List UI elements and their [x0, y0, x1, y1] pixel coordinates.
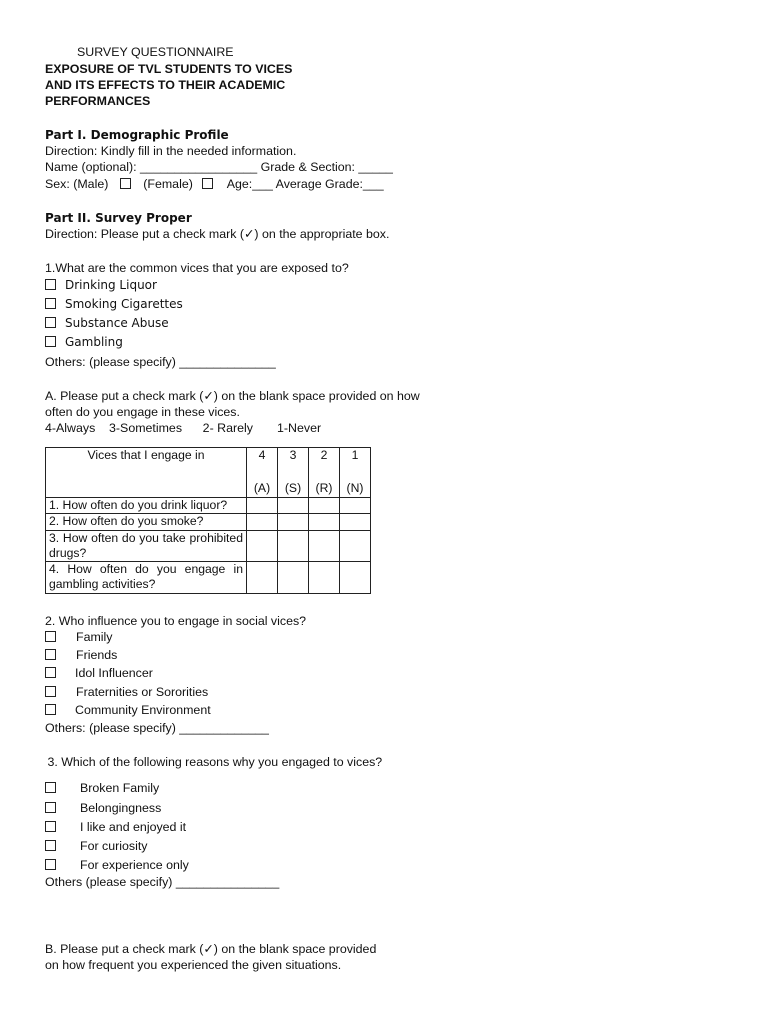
q3-option-label: For experience only	[80, 858, 189, 872]
name-grade-line[interactable]: Name (optional): _________________ Grade & Section: _____	[45, 160, 393, 174]
q3-checkbox[interactable]	[45, 782, 56, 793]
male-checkbox[interactable]	[120, 178, 131, 189]
sex-row	[45, 177, 384, 192]
survey-kicker: SURVEY QUESTIONNAIRE	[77, 45, 234, 59]
answer-cell[interactable]	[278, 498, 309, 514]
section-a-line-1: A. Please put a check mark (✓) on the blank space provided on how	[45, 389, 420, 403]
q3-option-label: Broken Family	[80, 781, 160, 795]
q3-option-label: I like and enjoyed it	[80, 820, 187, 834]
female-checkbox[interactable]	[202, 178, 213, 189]
answer-cell[interactable]	[340, 498, 371, 514]
table-row-question: 3. How often do you take prohibited drugs?	[46, 530, 247, 562]
section-b-line-2: on how frequent you experienced the given situations.	[45, 958, 342, 972]
q1-checkbox[interactable]	[45, 279, 56, 290]
answer-cell[interactable]	[309, 498, 340, 514]
q3-option-label: Belongingness	[80, 801, 162, 815]
survey-title-line-2: AND ITS EFFECTS TO THEIR ACADEMIC	[45, 78, 286, 92]
table-header-label: Vices that I engage in	[46, 448, 247, 498]
answer-cell[interactable]	[278, 562, 309, 594]
q2-checkbox[interactable]	[45, 631, 56, 642]
answer-cell[interactable]	[278, 514, 309, 530]
q2-option-label: Family	[76, 630, 113, 644]
sex-female-label: (Female)	[143, 177, 193, 191]
table-header-cell: 2 (R)	[309, 448, 340, 498]
answer-cell[interactable]	[340, 530, 371, 562]
q1-option-label: Smoking Cigarettes	[65, 297, 183, 311]
table-header-cell: 3 (S)	[278, 448, 309, 498]
q2-checkbox[interactable]	[45, 704, 56, 715]
q3-checkbox[interactable]	[45, 802, 56, 813]
part1-direction: Direction: Kindly fill in the needed information.	[45, 144, 297, 158]
q2-checkbox[interactable]	[45, 686, 56, 697]
answer-cell[interactable]	[247, 530, 278, 562]
part2-direction: Direction: Please put a check mark (✓) on the appropriate box.	[45, 227, 390, 241]
answer-cell[interactable]	[309, 514, 340, 530]
vices-frequency-table	[45, 447, 371, 594]
answer-cell[interactable]	[340, 514, 371, 530]
q3-checkbox[interactable]	[45, 840, 56, 851]
q2-question: 2. Who influence you to engage in social vices?	[45, 614, 307, 628]
sex-male-label: Sex: (Male)	[45, 177, 109, 191]
q3-question: 3. Which of the following reasons why you engaged to vices?	[44, 755, 383, 769]
q1-question: 1.What are the common vices that you are exposed to?	[45, 261, 349, 275]
table-row	[46, 514, 371, 530]
survey-title-line-1: EXPOSURE OF TVL STUDENTS TO VICES	[45, 62, 293, 76]
table-row-question: 2. How often do you smoke?	[46, 514, 247, 530]
q1-option-label: Drinking Liquor	[65, 278, 157, 292]
q2-checkbox[interactable]	[45, 649, 56, 660]
q1-checkbox[interactable]	[45, 298, 56, 309]
table-row-question: 1. How often do you drink liquor?	[46, 498, 247, 514]
table-row	[46, 530, 371, 562]
table-row	[46, 498, 371, 514]
survey-title-line-3: PERFORMANCES	[45, 94, 151, 108]
answer-cell[interactable]	[340, 562, 371, 594]
part2-heading: Part II. Survey Proper	[45, 211, 192, 225]
q3-checkbox[interactable]	[45, 859, 56, 870]
q3-checkbox[interactable]	[45, 821, 56, 832]
section-b-line-1: B. Please put a check mark (✓) on the blank space provided	[45, 942, 377, 956]
q1-others[interactable]: Others: (please specify) ______________	[45, 355, 276, 369]
q1-option-label: Gambling	[65, 335, 123, 349]
table-header-cell: 4 (A)	[247, 448, 278, 498]
table-row-question: 4. How often do you engage in gambling activities?	[46, 562, 247, 594]
q2-others[interactable]: Others: (please specify) _____________	[45, 721, 269, 735]
q1-option-label: Substance Abuse	[65, 316, 169, 330]
section-a-line-2: often do you engage in these vices.	[45, 405, 240, 419]
age-grade-fields[interactable]: Age:___ Average Grade:___	[226, 177, 384, 191]
q2-option-label: Idol Influencer	[75, 666, 153, 680]
answer-cell[interactable]	[309, 562, 340, 594]
q2-option-label: Community Environment	[75, 703, 211, 717]
q1-checkbox[interactable]	[45, 317, 56, 328]
table-row	[46, 562, 371, 594]
answer-cell[interactable]	[247, 498, 278, 514]
answer-cell[interactable]	[247, 514, 278, 530]
q3-others[interactable]: Others (please specify) _______________	[45, 875, 280, 889]
answer-cell[interactable]	[309, 530, 340, 562]
table-header-cell: 1 (N)	[340, 448, 371, 498]
answer-cell[interactable]	[247, 562, 278, 594]
answer-cell[interactable]	[278, 530, 309, 562]
q3-option-label: For curiosity	[80, 839, 148, 853]
frequency-scale: 4-Always 3-Sometimes 2- Rarely 1-Never	[45, 421, 322, 435]
q2-checkbox[interactable]	[45, 667, 56, 678]
q2-option-label: Fraternities or Sororities	[76, 685, 209, 699]
q1-checkbox[interactable]	[45, 336, 56, 347]
q2-option-label: Friends	[76, 648, 118, 662]
table-header-row	[46, 448, 371, 498]
part1-heading: Part I. Demographic Profile	[45, 128, 229, 142]
